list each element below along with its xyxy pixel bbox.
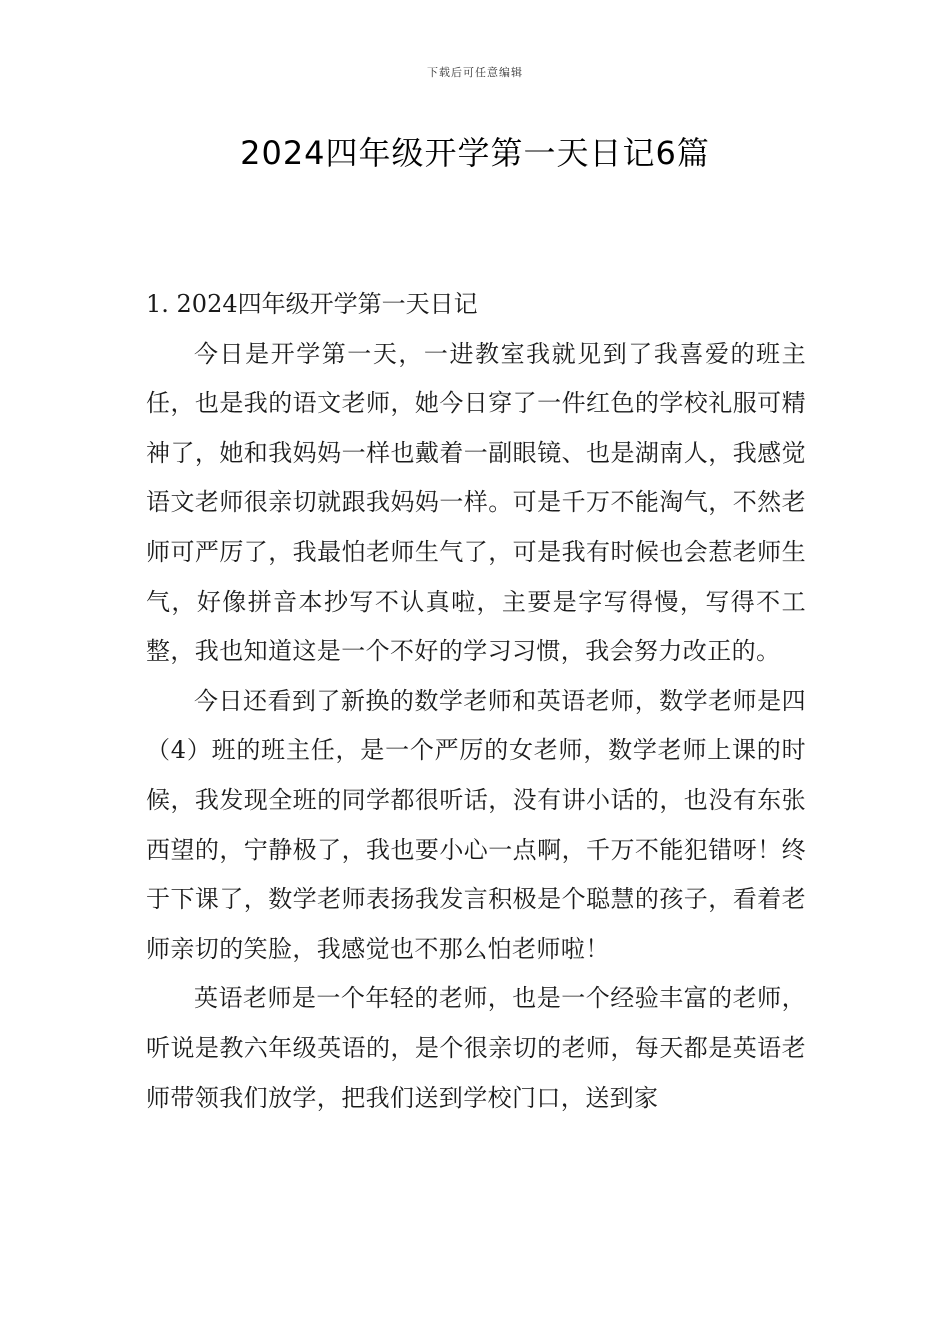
page-header-note: 下载后可任意编辑 bbox=[427, 66, 523, 79]
paragraph-2: 今日还看到了新换的数学老师和英语老师，数学老师是四（4）班的班主任，是一个严厉的女老师，数学老师上课的时候，我发现全班的同学都很听话，没有讲小话的，也没有东张西望的，宁静极了，我也要小心一点啊，千万不能犯错呀！终于下课了，数学老师表扬我发言积极是个聪慧的孩子，看着老师亲切的笑脸，我感觉也不那么怕老师啦！ bbox=[146, 686, 806, 963]
document-body bbox=[146, 280, 806, 1123]
section-heading: 1. 2024四年级开学第一天日记 bbox=[146, 290, 478, 318]
paragraph-1: 今日是开学第一天，一进教室我就见到了我喜爱的班主任，也是我的语文老师，她今日穿了一件红色的学校礼服可精神了，她和我妈妈一样也戴着一副眼镜、也是湖南人，我感觉语文老师很亲切就跟我妈妈一样。可是千万不能淘气，不然老师可严厉了，我最怕老师生气了，可是我有时候也会惹老师生气，好像拼音本抄写不认真啦，主要是字写得慢，写得不工整，我也知道这是一个不好的学习习惯，我会努力改正的。 bbox=[146, 339, 806, 666]
document-title: 2024四年级开学第一天日记6篇 bbox=[240, 134, 710, 172]
paragraph-3: 英语老师是一个年轻的老师，也是一个经验丰富的老师，听说是教六年级英语的，是个很亲切的老师，每天都是英语老师带领我们放学，把我们送到学校门口，送到家 bbox=[146, 984, 806, 1112]
